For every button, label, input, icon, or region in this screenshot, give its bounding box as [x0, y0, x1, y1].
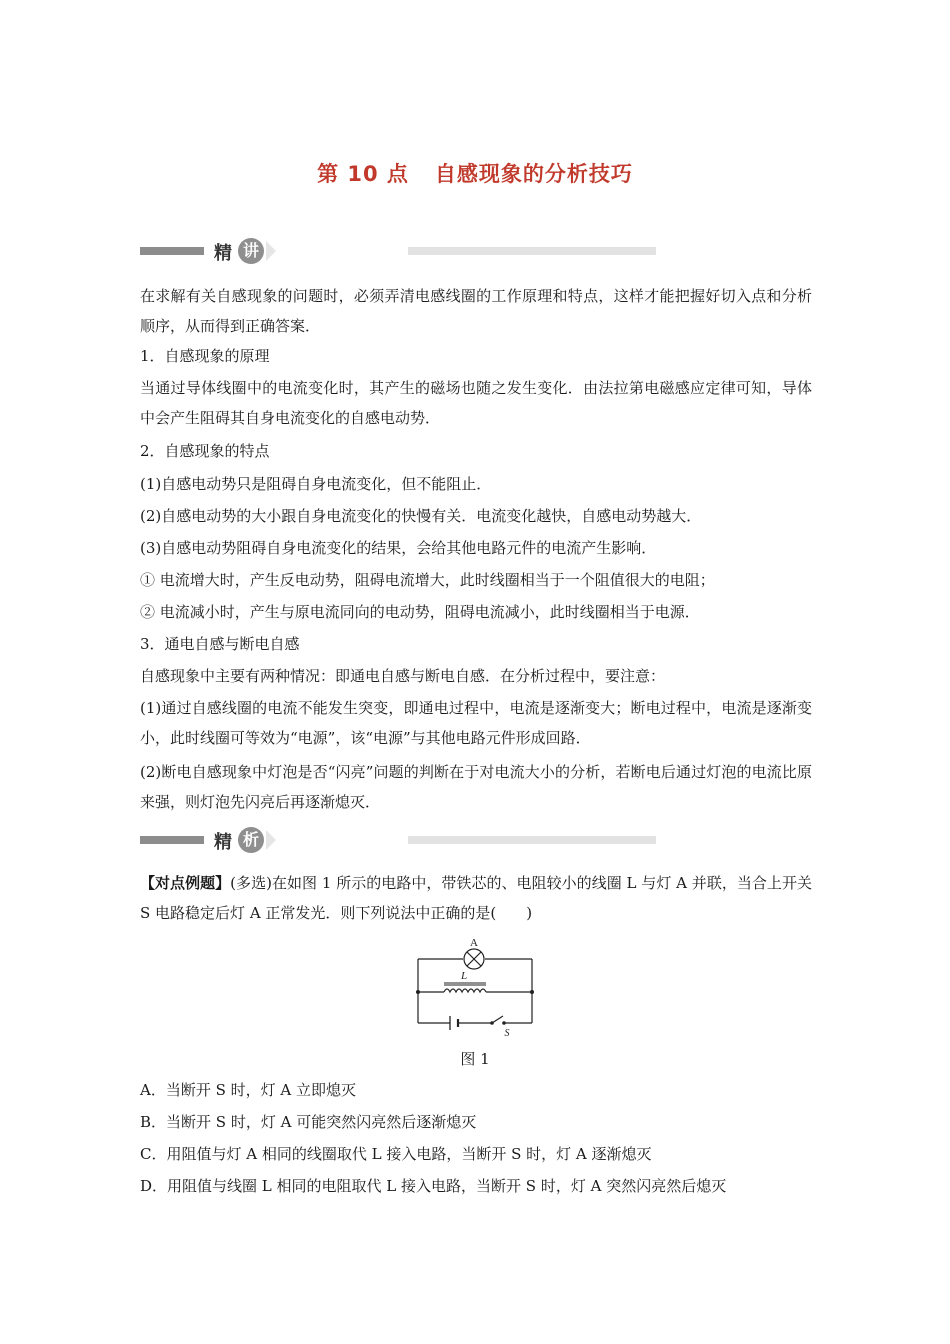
- paragraph-3-1: 自感现象中主要有两种情况：即通电自感与断电自感．在分析过程中，要注意：: [140, 667, 666, 685]
- figure-caption: 图 1: [460, 1050, 490, 1068]
- heading-1: 1．自感现象的原理: [140, 347, 270, 365]
- point-2-2: (2)自感电动势的大小跟自身电流变化的快慢有关．电流变化越快，自感电动势越大．: [140, 507, 702, 525]
- switch-icon: [490, 1016, 506, 1025]
- section-arrow: [266, 830, 276, 850]
- coil-label: L: [460, 970, 468, 982]
- battery-icon: [450, 1016, 458, 1030]
- section-header-jingjiang: [140, 238, 520, 264]
- lamp-label: A: [470, 937, 478, 949]
- section-bar-light: [408, 836, 656, 844]
- section-header-jingxi: [140, 827, 520, 853]
- option-c: C．用阻值与灯 A 相同的线圈取代 L 接入电路，当断开 S 时，灯 A 逐渐熄灭: [140, 1145, 652, 1163]
- junction-dot-left: [416, 990, 420, 994]
- heading-3: 3．通电自感与断电自感: [140, 635, 300, 653]
- switch-label: S: [504, 1028, 510, 1039]
- section-bar-dark: [140, 247, 204, 255]
- section-circle-char: 析: [238, 827, 264, 853]
- section-bar-dark: [140, 836, 204, 844]
- circuit-diagram: [406, 935, 548, 1039]
- paragraph-1: 当通过导体线圈中的电流变化时，其产生的磁场也随之发生变化．由法拉第电磁感应定律可知，导体中会产生阻碍其自身电流变化的自感电动势．: [140, 379, 812, 427]
- option-b: B．当断开 S 时，灯 A 可能突然闪亮然后逐渐熄灭: [140, 1113, 477, 1131]
- paragraph-3-3: (2)断电自感现象中灯泡是否“闪亮”问题的判断在于对电流大小的分析，若断电后通过灯泡的电流比原来强，则灯泡先闪亮后再逐渐熄灭．: [140, 763, 812, 811]
- example-tag: 【对点例题】: [140, 874, 231, 892]
- section-arrow: [266, 241, 276, 261]
- point-2-3: (3)自感电动势阻碍自身电流变化的结果，会给其他电路元件的电流产生影响．: [140, 539, 657, 557]
- junction-dot-right: [530, 990, 534, 994]
- point-2-5: ② 电流减小时，产生与原电流同向的电动势，阻碍电流减小，此时线圈相当于电源．: [140, 603, 700, 621]
- heading-2: 2．自感现象的特点: [140, 442, 270, 460]
- page-title: [0, 158, 950, 188]
- intro-paragraph: 在求解有关自感现象的问题时，必须弄清电感线圈的工作原理和特点，这样才能把握好切入点和分析顺序，从而得到正确答案．: [140, 287, 812, 335]
- example-question: [140, 868, 812, 928]
- section-bar-light: [408, 247, 656, 255]
- section-label-char: 精: [214, 243, 232, 264]
- section-label-char: 精: [214, 832, 232, 853]
- option-a: A．当断开 S 时，灯 A 立即熄灭: [140, 1081, 357, 1099]
- paragraph-3-2: (1)通过自感线圈的电流不能发生突变，即通电过程中，电流是逐渐变大；断电过程中，电流是逐渐变小，此时线圈可等效为“电源”，该“电源”与其他电路元件形成回路．: [140, 699, 812, 747]
- lamp-icon: [464, 949, 484, 969]
- point-2-4: ① 电流增大时，产生反电动势，阻碍电流增大，此时线圈相当于一个阻值很大的电阻；: [140, 571, 715, 589]
- option-d: D．用阻值与线圈 L 相同的电阻取代 L 接入电路，当断开 S 时，灯 A 突然闪亮然后熄灭: [140, 1177, 727, 1195]
- point-2-1: (1)自感电动势只是阻碍自身电流变化，但不能阻止．: [140, 475, 492, 493]
- title-part2: 自感现象的分析技巧: [434, 162, 633, 186]
- inductor-coil-icon: [444, 983, 486, 992]
- example-text: (多选)在如图 1 所示的电路中，带铁芯的、电阻较小的线圈 L 与灯 A 并联，当合上开关 S 电路稳定后灯 A 正常发光．则下列说法中正确的是( ): [140, 874, 812, 922]
- title-part1: 第 10 点: [317, 162, 409, 186]
- section-circle-char: 讲: [238, 238, 264, 264]
